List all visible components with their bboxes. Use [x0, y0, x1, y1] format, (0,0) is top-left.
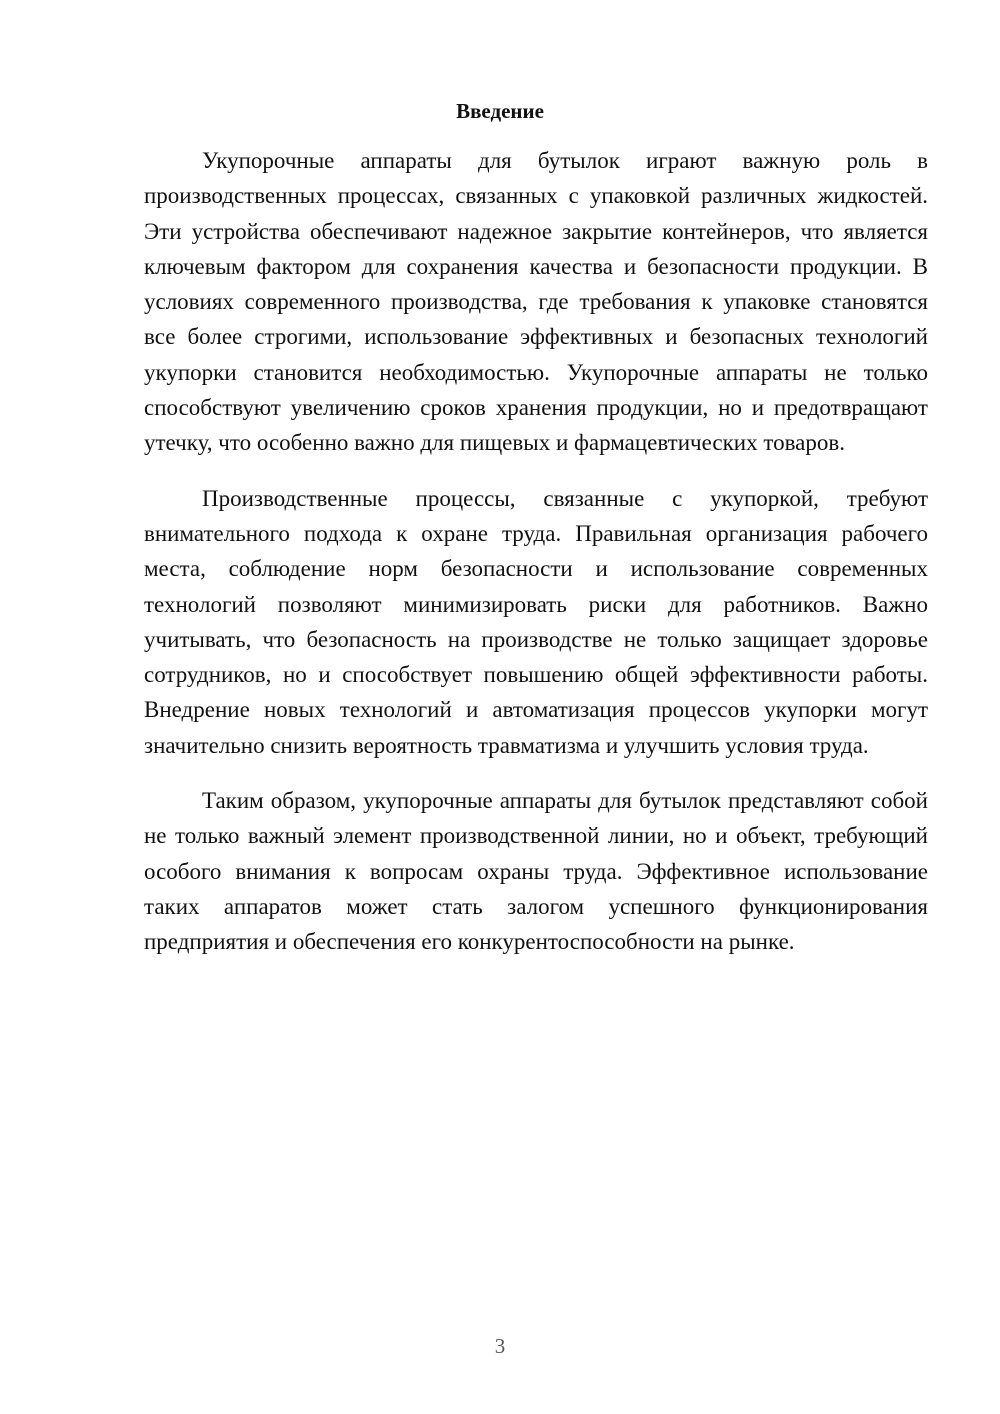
document-body: [144, 143, 928, 960]
paragraph-1: Укупорочные аппараты для бутылок играют важную роль в производственных процессах, связанных с упаковкой различных жидкостей. Эти устройства обеспечивают надежное закрытие контейнеров, что является ключевым фактором для сохранения качества и безопасности продукции. В условиях современного производства, где требования к упаковке становятся все более строгими, использование эффективных и безопасных технологий укупорки становится необходимостью. Укупорочные аппараты не только способствуют увеличению сроков хранения продукции, но и предотвращают утечку, что особенно важно для пищевых и фармацевтических товаров.: [144, 148, 928, 456]
section-heading: Введение: [456, 99, 544, 123]
paragraph-3: Таким образом, укупорочные аппараты для бутылок представляют собой не только важный элемент производственной линии, но и объект, требующий особого внимания к вопросам охраны труда. Эффективное использование таких аппаратов может стать залогом успешного функционирования предприятия и обеспечения его конкурентоспособности на рынке.: [144, 788, 928, 955]
paragraph-2: Производственные процессы, связанные с укупоркой, требуют внимательного подхода к охране труда. Правильная организация рабочего места, соблюдение норм безопасности и использование современных технологий позволяют минимизировать риски для работников. Важно учитывать, что безопасность на производстве не только защищает здоровье сотрудников, но и способствует повышению общей эффективности работы. Внедрение новых технологий и автоматизация процессов укупорки могут значительно снизить вероятность травматизма и улучшить условия труда.: [144, 485, 928, 758]
page-number: 3: [494, 1334, 506, 1358]
